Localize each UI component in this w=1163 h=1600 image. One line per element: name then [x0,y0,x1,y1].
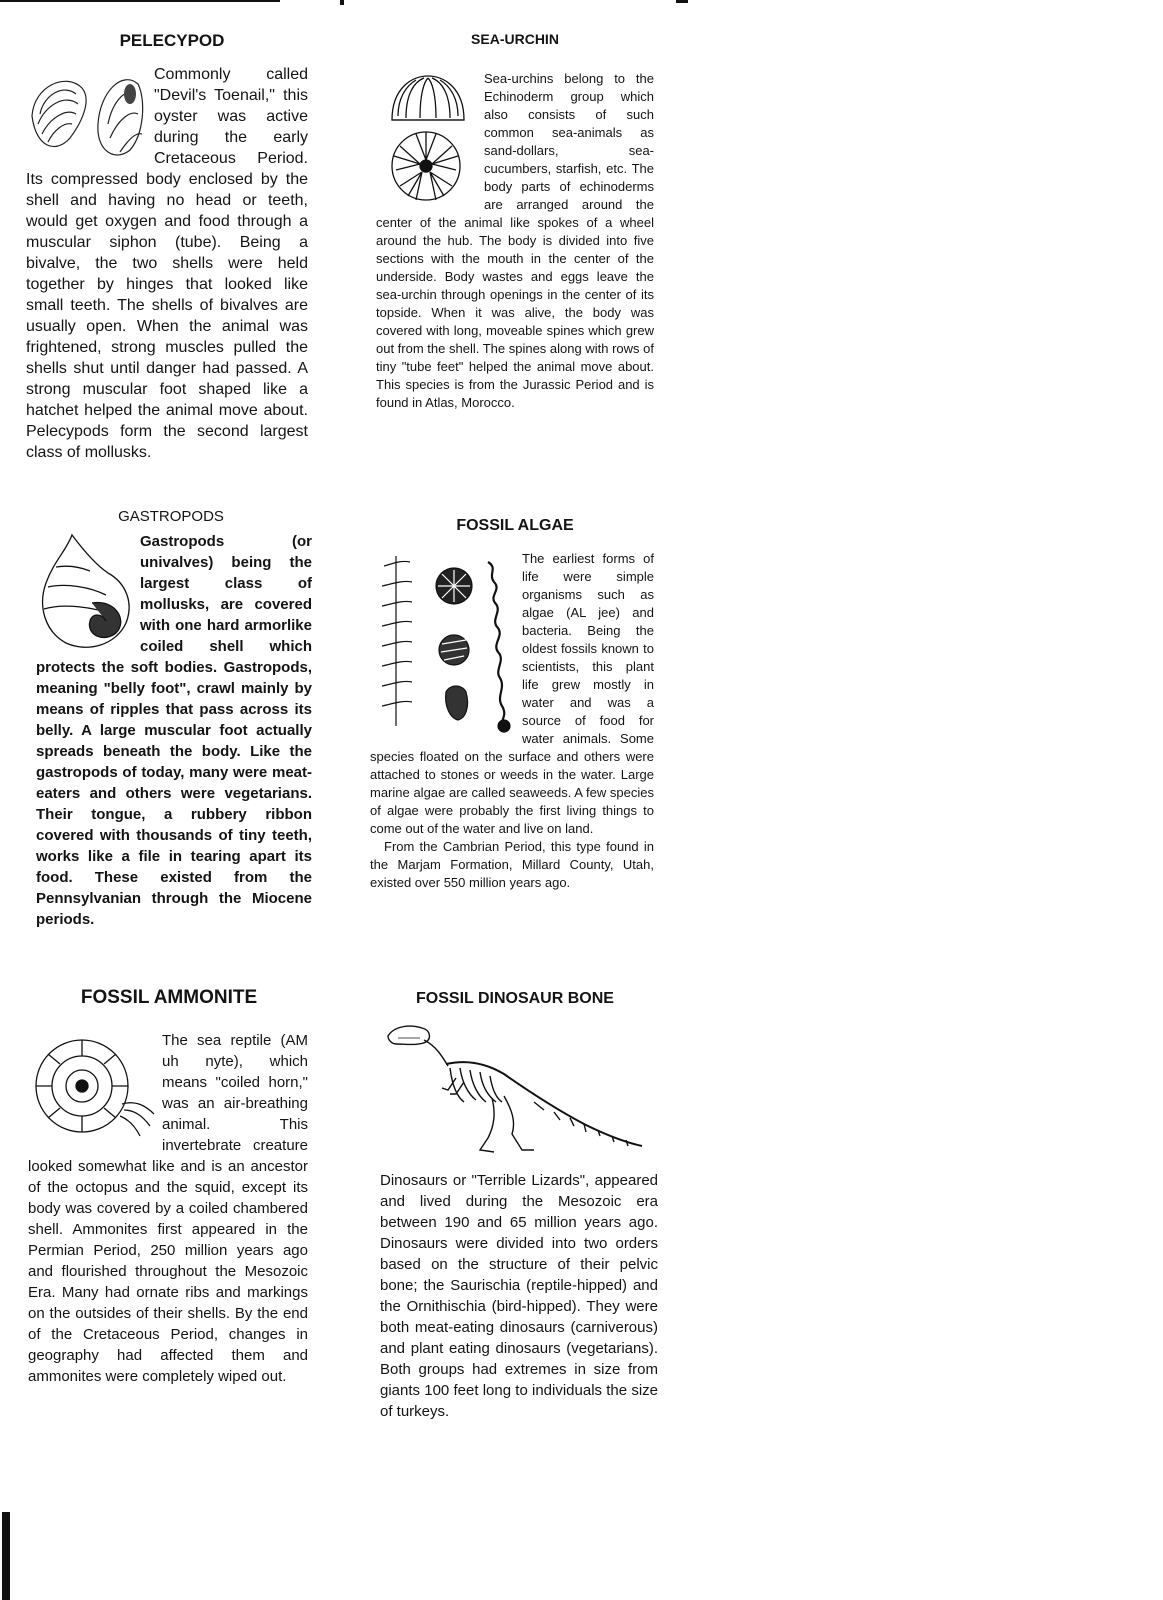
section-body [376,70,654,412]
section-title: SEA-URCHIN [471,31,559,47]
body-text: The sea reptile (AM uh nyte), which means "coiled horn," was an air-breathing animal. This invertebrate creature looked somewhat like and is an ancestor of the octopus and the squid, except its body was covered by a coiled chambered shell. Ammonites first appeared in the Permian Period, 250 million years ago and flourished throughout the Mesozoic Era. Many had ornate ribs and markings on the outsides of their shells. By the end of the Cretaceous Period, changes in geography had affected them and ammonites were completely wiped out. [28,1032,308,1385]
section-title: FOSSIL AMMONITE [80,987,258,1008]
top-rule-right [676,0,688,3]
body-text: Dinosaurs or "Terrible Lizards", appeared and lived during the Mesozoic era between 190 and 65 million years ago. Dinosaurs were divided into two orders based on the structure of their pelvic bone; the Saurischia (reptile-hipped) and the Ornithischia (bird-hipped). They were both meat-eating dinosaurs (carniverous) and plant eating dinosaurs (vegetarians). Both groups had extremes in size from giants 100 feet long to individuals the size of turkeys. [380,1172,658,1420]
body-text-2: From the Cambrian Period, this type found in the Marjam Formation, Millard County, Utah, existed over 550 million years ago. [370,839,654,890]
snail-shell-icon [36,531,136,657]
body-text: Sea-urchins belong to the Echinoderm group which also consists of such common sea-animals as sand-dollars, sea-cucumbers, starfish, etc. The body parts of echinoderms are arranged around the center of the animal like spokes of a wheel around the hub. The body is divided into five sections with the mouth in the center of the underside. Body wastes and eggs leave the sea-urchin through openings in the center of its topside. When it was alive, the body was covered with long, moveable spines which grew out from the shell. The spines along with rows of tiny "tube feet" helped the animal move about. This species is from the Jurassic Period and is found in Atlas, Morocco. [376,71,654,410]
body-text: The earliest forms of life were simple organisms such as algae (AL jee) and bacteria. Being the oldest fossils known to scientists, this plant life grew mostly in water and was a source of food for water animals. Some species floated on the surface and others were attached to stones or weeds in the water. Large marine algae are called seaweeds. A few species of algae were probably the first living things to come out of the water and live on land. [370,551,654,836]
ammonite-icon [28,1030,158,1150]
top-rule-left [0,0,280,2]
section-body [28,1030,308,1387]
body-text: Gastropods (or univalves) being the largest class of mollusks, are covered with one hard armorlike coiled shell which protects the soft bodies. Gastropods, meaning "belly foot", crawl mainly by means of ripples that pass across its belly. A large muscular foot actually spreads beneath the body. Like the gastropods of today, many were meat-eaters and others were vegetarians. Their tongue, a rubbery ribbon covered with thousands of tiny teeth, works like a file in tearing apart its food. These existed from the Pennsylvanian through the Miocene periods. [36,533,312,928]
section-body [26,64,308,463]
section-body [370,550,654,892]
dinosaur-skeleton-icon [384,1018,644,1158]
top-rule-mark [340,0,344,5]
algae-icon [370,550,518,734]
section-title: FOSSIL ALGAE [456,517,574,534]
section-body [380,1170,658,1422]
section-title: FOSSIL DINOSAUR BONE [416,990,614,1007]
section-body [36,531,312,930]
sea-urchin-icon [376,70,480,206]
body-text: Commonly called "Devil's Toenail," this oyster was active during the early Cretaceous Period. Its compressed body enclosed by the shell and having no head or teeth, would get oxygen and food through a muscular siphon (tube). Being a bivalve, the two shells were held together by hinges that looked like small teeth. The shells of bivalves are usually open. When the animal was frightened, strong muscles pulled the shells shut until danger had passed. A strong muscular foot shaped like a hatchet helped the animal move about. Pelecypods form the second largest class of mollusks. [26,66,308,461]
section-title: PELECYPOD [119,31,225,50]
oyster-shell-icon [26,64,150,164]
left-edge-mark [2,1512,10,1600]
section-title: GASTROPODS [118,508,224,525]
